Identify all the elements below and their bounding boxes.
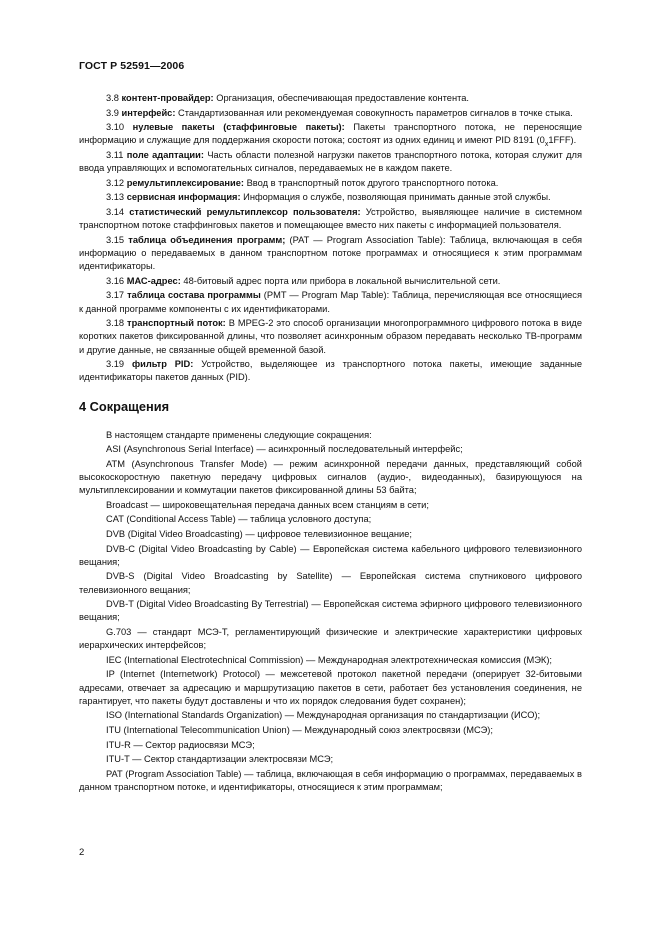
definition-term: таблица состава программы: [127, 290, 261, 301]
abbreviation-item: G.703 — стандарт МСЭ-Т, регламентирующий физические и электрические характеристики цифровых иерархических интерфейсов;: [79, 626, 582, 651]
definition-item: [79, 289, 582, 315]
definition-number: 3.14: [106, 206, 125, 217]
abbreviation-item: ATM (Asynchronous Transfer Mode) — режим асинхронной передачи данных, представляющий собой высокоскоростную пакетную передачу цифровых сигналов (аудио-, видеоданных), базирующуюся на мультиплексировании и коммутации пакетов фиксированной длины 53 байта;: [79, 458, 582, 496]
definition-subscript: x: [544, 141, 549, 149]
definition-number: 3.17: [106, 290, 125, 301]
definition-text-tail: 1FFF).: [548, 135, 577, 146]
abbreviation-item: ITU (International Telecommunication Union) — Международный союз электросвязи (МСЭ);: [106, 724, 493, 735]
definition-term: сервисная информация:: [126, 192, 241, 203]
page-number: 2: [79, 847, 85, 858]
definition-item: [79, 275, 582, 288]
definition-term: ремультиплексирование:: [126, 177, 245, 188]
abbreviation-item: IEC (International Electrotechnical Commission) — Международная электротехническая комиссия (МЭК);: [106, 654, 553, 665]
definition-item: [79, 358, 582, 384]
section-title: 4 Сокращения: [79, 398, 170, 414]
definition-item: [79, 107, 582, 120]
definition-text: 48-битовый адрес порта или прибора в локальной вычислительной сети.: [180, 275, 501, 286]
definition-term: статистический ремультиплексор пользователя:: [129, 206, 361, 217]
definition-term: транспортный поток:: [127, 318, 226, 329]
definition-text: Ввод в транспортный поток другого транспортного потока.: [244, 177, 499, 188]
definition-number: 3.18: [106, 318, 125, 329]
definition-text: В MPEG-2 это способ организации многопрограммного цифрового потока в виде коротких пакетов фиксированной длины, что позволяет асинхронным образом передавать несколько ТВ-программ и другие данные, не связанные общей временной базой.: [79, 318, 582, 355]
abbreviation-item: DVB-T (Digital Video Broadcasting By Terrestrial) — Европейская система эфирного цифрового телевизионного вещания;: [79, 599, 582, 623]
definition-number: 3.12: [106, 177, 125, 188]
abbreviation-item: DVB (Digital Video Broadcasting) — цифровое телевизионное вещание;: [106, 528, 412, 539]
definition-text: Стандартизованная или рекомендуемая совокупность параметров сигналов в точке стыка.: [175, 107, 573, 118]
definition-number: 3.11: [106, 149, 124, 160]
definition-item: [79, 191, 582, 204]
definition-item: [79, 92, 582, 105]
definition-item: [79, 121, 582, 147]
abbreviations-list: [79, 429, 582, 795]
definition-term: поле адаптации:: [126, 149, 204, 160]
definition-text: Информация о службе, позволяющая принимать данные этой службы.: [240, 192, 551, 203]
definition-text: Организация, обеспечивающая предоставление контента.: [213, 93, 470, 103]
definition-item: [79, 234, 582, 274]
abbreviation-item: ITU-R — Сектор радиосвязи МСЭ;: [106, 739, 255, 750]
definition-item: [79, 317, 582, 357]
definition-number: 3.15: [106, 234, 125, 245]
definition-term: контент-провайдер:: [121, 93, 214, 103]
abbreviation-item: CAT (Conditional Access Table) — таблица условного доступа;: [106, 514, 372, 525]
definition-number: 3.9: [106, 107, 119, 118]
definition-term: таблица объединения программ;: [128, 234, 286, 245]
definition-text: Устройство, выявляющее наличие в системном транспортном потоке стаффинговых пакетов и помещающее вместо них пакеты с информацией пользователя.: [79, 206, 582, 231]
abbreviation-item: DVB-S (Digital Video Broadcasting by Satellite) — Европейская система спутникового цифрового телевизионного вещания;: [79, 571, 582, 595]
definition-text: (PAT — Program Association Table): Таблица, включающая в себя информацию о передаваемых в данном транспортном потоке программах и относящиеся к этим программам идентификаторы.: [79, 234, 582, 272]
abbreviation-item: PAT (Program Association Table) — таблица, включающая в себя информацию о программах, передаваемых в данном транспортном потоке, и идентификаторы, относящиеся к этим программам;: [79, 768, 582, 792]
definition-item: [79, 177, 582, 190]
definition-term: интерфейс:: [121, 107, 176, 118]
abbreviation-item: DVB-C (Digital Video Broadcasting by Cable) — Европейская система кабельного цифрового телевизионного вещания;: [79, 543, 582, 567]
abbreviation-item: Broadcast — широковещательная передача данных всем станциям в сети;: [106, 499, 429, 510]
definition-term: МАС-адрес:: [126, 275, 181, 286]
definition-number: 3.10: [106, 122, 125, 133]
document-header: ГОСТ Р 52591—2006: [79, 60, 185, 72]
abbreviations-intro: В настоящем стандарте применены следующие сокращения:: [106, 429, 372, 440]
definition-number: 3.19: [106, 359, 125, 370]
definition-item: [79, 149, 582, 175]
definition-number: 3.16: [106, 275, 125, 286]
abbreviation-item: IP (Internet (Internetwork) Protocol) — межсетевой протокол пакетной передачи (оперирует 32-битовыми адресами, отвечает за адресацию и маршрутизацию пакетов в сети, работает без установления соединения, не гарантирует, что пакеты будут доставлены и что их порядок следования будет сохранен);: [79, 669, 582, 706]
definition-number: 3.8: [106, 93, 119, 103]
abbreviation-item: ISO (International Standards Organization) — Международная организация по стандартизации (ИСО);: [106, 710, 541, 721]
abbreviation-item: ASI (Asynchronous Serial Interface) — асинхронный последовательный интерфейс;: [106, 444, 463, 455]
definitions-list: [79, 92, 582, 385]
definition-text: (PMT — Program Map Table): Таблица, перечисляющая все относящиеся к данной программе компоненты с их идентификаторами.: [79, 290, 582, 314]
definition-number: 3.13: [106, 192, 125, 203]
definition-text: Устройство, выделяющее из транспортного потока пакеты, имеющие заданные идентификаторы пакетов данных (PID).: [79, 359, 582, 383]
abbreviation-item: ITU-T — Сектор стандартизации электросвязи МСЭ;: [106, 754, 334, 765]
definition-text: Часть области полезной нагрузки пакетов транспортного потока, которая служит для ввода управляющих и вспомогательных сигналов, передаваемых не в каждом пакете.: [79, 149, 582, 174]
definition-term: фильтр PID:: [131, 359, 194, 370]
definition-text: Пакеты транспортного потока, не переносящие информацию и служащие для поддержания скорости потока; состоят из одних единиц и имеют PID 8191 (0: [79, 122, 583, 146]
definition-term: нулевые пакеты (стаффинговые пакеты):: [132, 122, 345, 133]
definition-item: [79, 206, 582, 232]
document-body: [79, 92, 582, 795]
